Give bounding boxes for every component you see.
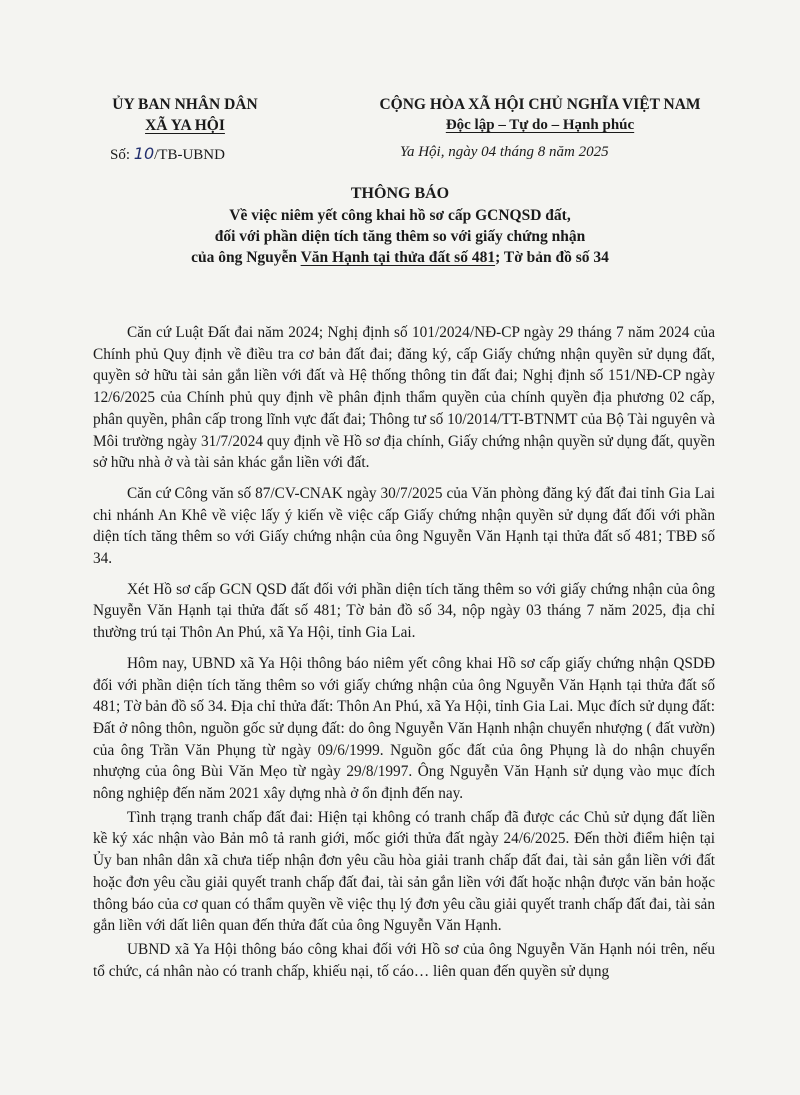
document-type: THÔNG BÁO [350, 185, 450, 202]
paragraph-legal-basis: Căn cứ Luật Đất đai năm 2024; Nghị định số 101/2024/NĐ-CP ngày 29 tháng 7 năm 2024 của Chính phủ Quy định về điều tra cơ bản đất đai; đăng ký, cấp Giấy chứng nhận quyền sử dụng đất, quyền sở hữu tài sản gắn liền với đất và Hệ thống thông tin đất đai; Nghị định số 151/NĐ-CP ngày 12/6/2025 của Chính phủ quy định về phân định thẩm quyền của chính quyền địa phương 02 cấp, phân quyền, phân cấp trong lĩnh vực đất đai; Thông tư số 10/2014/TT-BTNMT của Bộ Tài nguyên và Môi trường ngày 31/7/2024 quy định về Hồ sơ địa chính, Giấy chứng nhận quyền sử dụng đất, quyền sở hữu nhà ở và tài sản khác gắn liền với đất. [93, 324, 715, 472]
document-body [93, 322, 715, 991]
document-header [0, 94, 800, 174]
title-line-1: Về việc niêm yết công khai hồ sơ cấp GCNQSD đất, [229, 207, 571, 224]
paragraph-announcement: Hôm nay, UBND xã Ya Hội thông báo niêm yết công khai Hồ sơ cấp giấy chứng nhận QSDĐ đối với phần diện tích tăng thêm so với giấy chứng nhận của ông Nguyễn Văn Hạnh tại thửa đất số 481; Tờ bản đồ số 34. Địa chỉ thửa đất: Thôn An Phú, xã Ya Hội, tỉnh Gia Lai. Mục đích sử dụng đất: Đất ở nông thôn, nguồn gốc sử dụng đất: do ông Nguyễn Văn Hạnh nhận chuyển nhượng ( đất vườn) của ông Trần Văn Phụng từ ngày 09/6/1999. Nguồn gốc đất của ông Phụng là do nhận chuyển nhượng của ông Bùi Văn Mẹo từ ngày 29/8/1997. Ông Nguyễn Văn Hạnh sử dụng vào mục đích nông nghiệp đến năm 2021 xây dựng nhà ở ổn định đến nay. [93, 654, 715, 803]
org-unit: XÃ YA HỘI [145, 117, 225, 134]
doc-number-suffix: /TB-UBND [154, 147, 225, 163]
place-and-date: Ya Hội, ngày 04 tháng 8 năm 2025 [400, 144, 609, 160]
doc-number-prefix: Số: [110, 147, 131, 163]
paragraph-dispute-status: Tình trạng tranh chấp đất đai: Hiện tại không có tranh chấp đã được các Chủ sử dụng đất liền kề ký xác nhận vào Bản mô tả ranh giới, mốc giới thửa đất ngày 24/6/2025. Đến thời điểm hiện tại Ủy ban nhân dân xã chưa tiếp nhận đơn yêu cầu hòa giải tranh chấp đất đai, tài sản gắn liền với đất hoặc đơn yêu cầu giải quyết tranh chấp đất đai, tài sản gắn liền với đất hoặc nhận được văn bản hoặc thông báo của cơ quan có thẩm quyền về việc thụ lý đơn yêu cầu giải quyết tranh chấp đất đai, tài sản gắn liền với dất liên quan đến thửa đất của ông Nguyễn Văn Hạnh. [93, 808, 715, 935]
national-heading [350, 94, 730, 136]
org-name: ỦY BAN NHÂN DÂN [112, 96, 258, 113]
paragraph-application: Xét Hồ sơ cấp GCN QSD đất đối với phần diện tích tăng thêm so với giấy chứng nhận của ông Nguyễn Văn Hạnh tại thửa đất số 481; Tờ bản đồ số 34, nộp ngày 03 tháng 7 năm 2025, địa chỉ thường trú tại Thôn An Phú, xã Ya Hội, tỉnh Gia Lai. [93, 580, 715, 642]
paragraph-public-notice: UBND xã Ya Hội thông báo công khai đối với Hồ sơ của ông Nguyễn Văn Hạnh nói trên, nếu tổ chức, cá nhân nào có tranh chấp, khiếu nại, tố cáo… liên quan đến quyền sử dụng [93, 940, 715, 980]
document-title-block [0, 183, 800, 268]
national-motto: Độc lập – Tự do – Hạnh phúc [445, 117, 635, 133]
title-line-2: đối với phần diện tích tăng thêm so với giấy chứng nhận [214, 228, 586, 245]
issuing-authority [90, 94, 280, 136]
title-underlined-segment: Văn Hạnh tại thửa đất số 481 [300, 249, 496, 266]
country-name: CỘNG HÒA XÃ HỘI CHỦ NGHĨA VIỆT NAM [379, 96, 701, 113]
doc-number-handwritten: 10 [133, 144, 155, 163]
document-number [110, 144, 225, 164]
paragraph-official-letter: Căn cứ Công văn số 87/CV-CNAK ngày 30/7/2025 của Văn phòng đăng ký đất đai tỉnh Gia Lai chi nhánh An Khê về việc lấy ý kiến về việc cấp Giấy chứng nhận quyền sử dụng đất đối với phần diện tích tăng thêm so với Giấy chứng nhận của ông Nguyễn Văn Hạnh tại thửa đất số 481; TBĐ số 34. [93, 484, 715, 568]
title-line-3: của ông Nguyễn Văn Hạnh tại thửa đất số 481; Tờ bản đồ số 34 [191, 249, 609, 266]
